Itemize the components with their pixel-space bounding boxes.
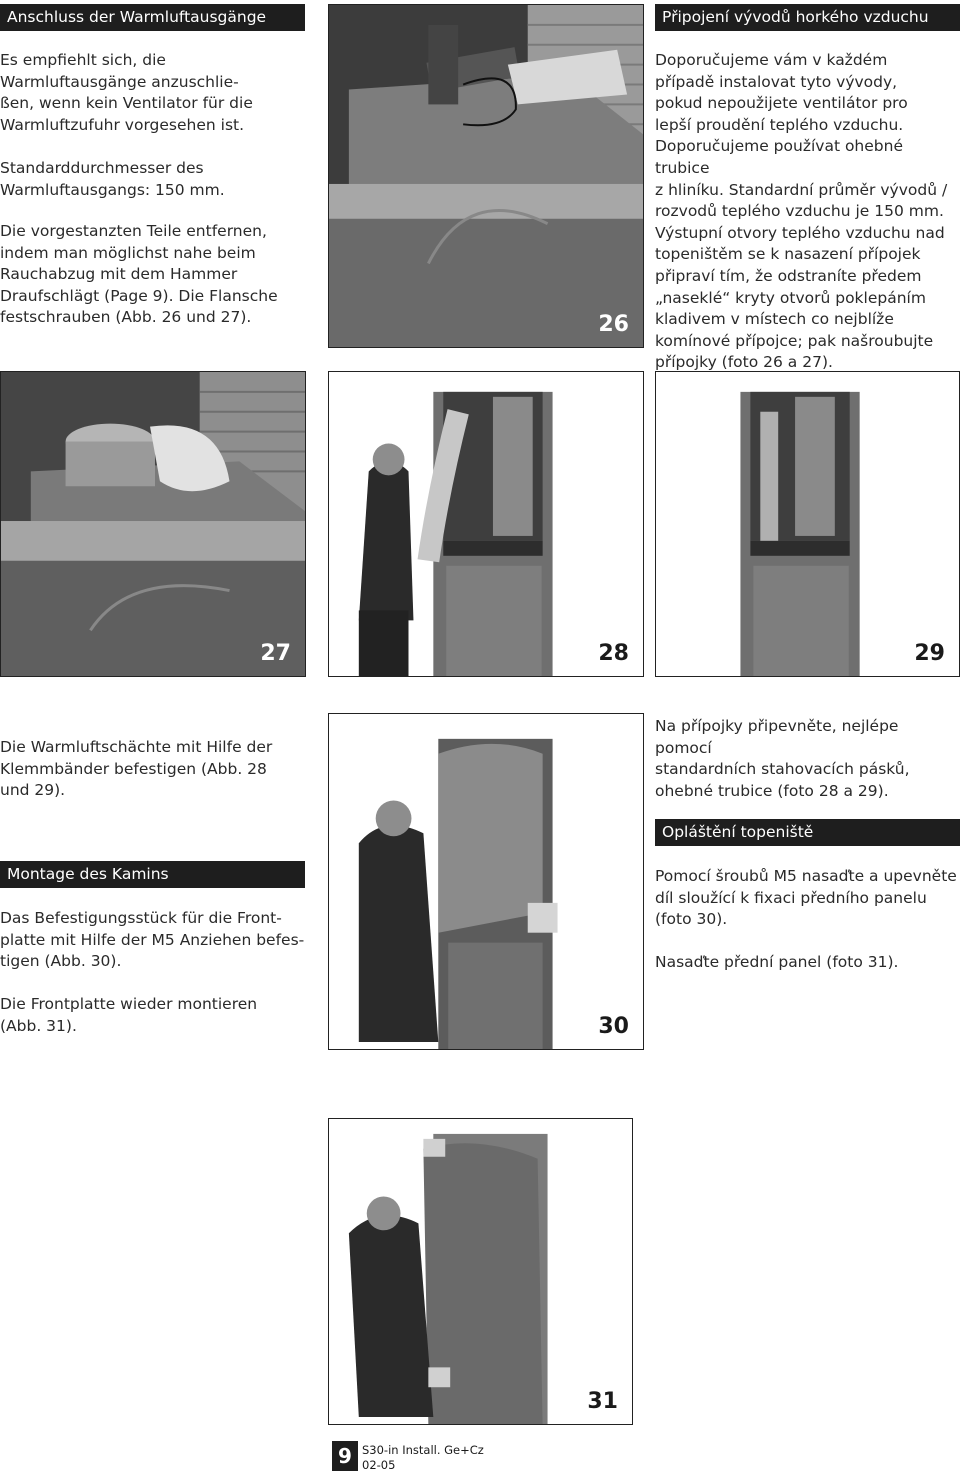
figure-label-31: 31 <box>587 1389 618 1414</box>
figure-label-28: 28 <box>598 641 629 666</box>
photo-fig-26 <box>328 4 644 348</box>
paragraph-front-fixing-de: Das Befestigungsstück für die Front- platte mit Hilfe der M5 Anziehen befes- tigen (Abb. 30). <box>0 909 305 971</box>
photo-fig-31 <box>328 1118 633 1425</box>
figure-label-27: 27 <box>260 641 291 666</box>
paragraph-clamp-cz: Na přípojky připevněte, nejlépe pomocí standardních stahovacích pásků, ohebné trubice (foto 28 a 29). <box>655 717 910 800</box>
section-heading-warmluft-de: Anschluss der Warmluftausgänge <box>0 4 305 31</box>
paragraph-clamp-de: Die Warmluftschächte mit Hilfe der Klemmbänder befestigen (Abb. 28 und 29). <box>0 738 273 800</box>
photo-31-illustration <box>329 1119 632 1424</box>
paragraph-diameter-de: Standarddurchmesser des Warmluftausgangs: 150 mm. <box>0 159 225 199</box>
paragraph-front-mount-de: Die Frontplatte wieder montieren (Abb. 31). <box>0 995 258 1035</box>
figure-label-26: 26 <box>598 312 629 337</box>
photo-fig-30 <box>328 713 644 1050</box>
paragraph-warmluft-intro-de: Es empfiehlt sich, die Warmluftausgänge anzuschlie- ßen, wenn kein Ventilator für die Warmluftzufuhr vorgesehen ist. <box>0 51 253 134</box>
photo-29-illustration <box>656 372 959 676</box>
figure-label-30: 30 <box>598 1014 629 1039</box>
section-heading-montage-de: Montage des Kamins <box>0 861 305 888</box>
page-number: 9 <box>332 1441 358 1471</box>
photo-fig-27 <box>0 371 306 677</box>
paragraph-remove-parts-de: Die vorgestanzten Teile entfernen, indem man möglichst nahe beim Rauchabzug mit dem Hammer Draufschlägt (Page 9). Die Flansche festschrauben (Abb. 26 und 27). <box>0 222 278 327</box>
photo-30-illustration <box>329 714 643 1049</box>
paragraph-front-mount-cz: Nasaďte přední panel (foto 31). <box>655 953 899 971</box>
photo-27-illustration <box>1 372 305 676</box>
paragraph-front-fixing-cz: Pomocí šroubů M5 nasaďte a upevněte díl sloužící k fixaci předního panelu (foto 30). <box>655 867 957 929</box>
paragraph-warmluft-cz: Doporučujeme vám v každém případě instalovat tyto vývody, pokud nepoužijete ventilátor pro lepší proudění teplého vzduchu. Doporučujeme používat ohebné trubice z hliníku. Standardní průměr vývodů / rozvodů teplého vzduchu je 150 mm. Výstupní otvory teplého vzduchu nad topeništěm se k nasazení přípojek připraví tím, že odstraníte předem „naseklé“ kryty otvorů poklepáním kladivem v místech co nejblíže komínové přípojce; pak našroubujte přípojky (foto 26 a 27). <box>655 51 948 372</box>
section-heading-oplasteni-cz: Opláštění topeniště <box>655 819 960 846</box>
photo-26-illustration <box>329 5 643 347</box>
section-heading-warmluft-cz: Připojení vývodů horkého vzduchu <box>655 4 960 31</box>
figure-label-29: 29 <box>914 641 945 666</box>
photo-fig-29 <box>655 371 960 677</box>
photo-fig-28 <box>328 371 644 677</box>
photo-28-illustration <box>329 372 643 676</box>
document-info: S30-in Install. Ge+Cz 02-05 <box>362 1443 484 1472</box>
